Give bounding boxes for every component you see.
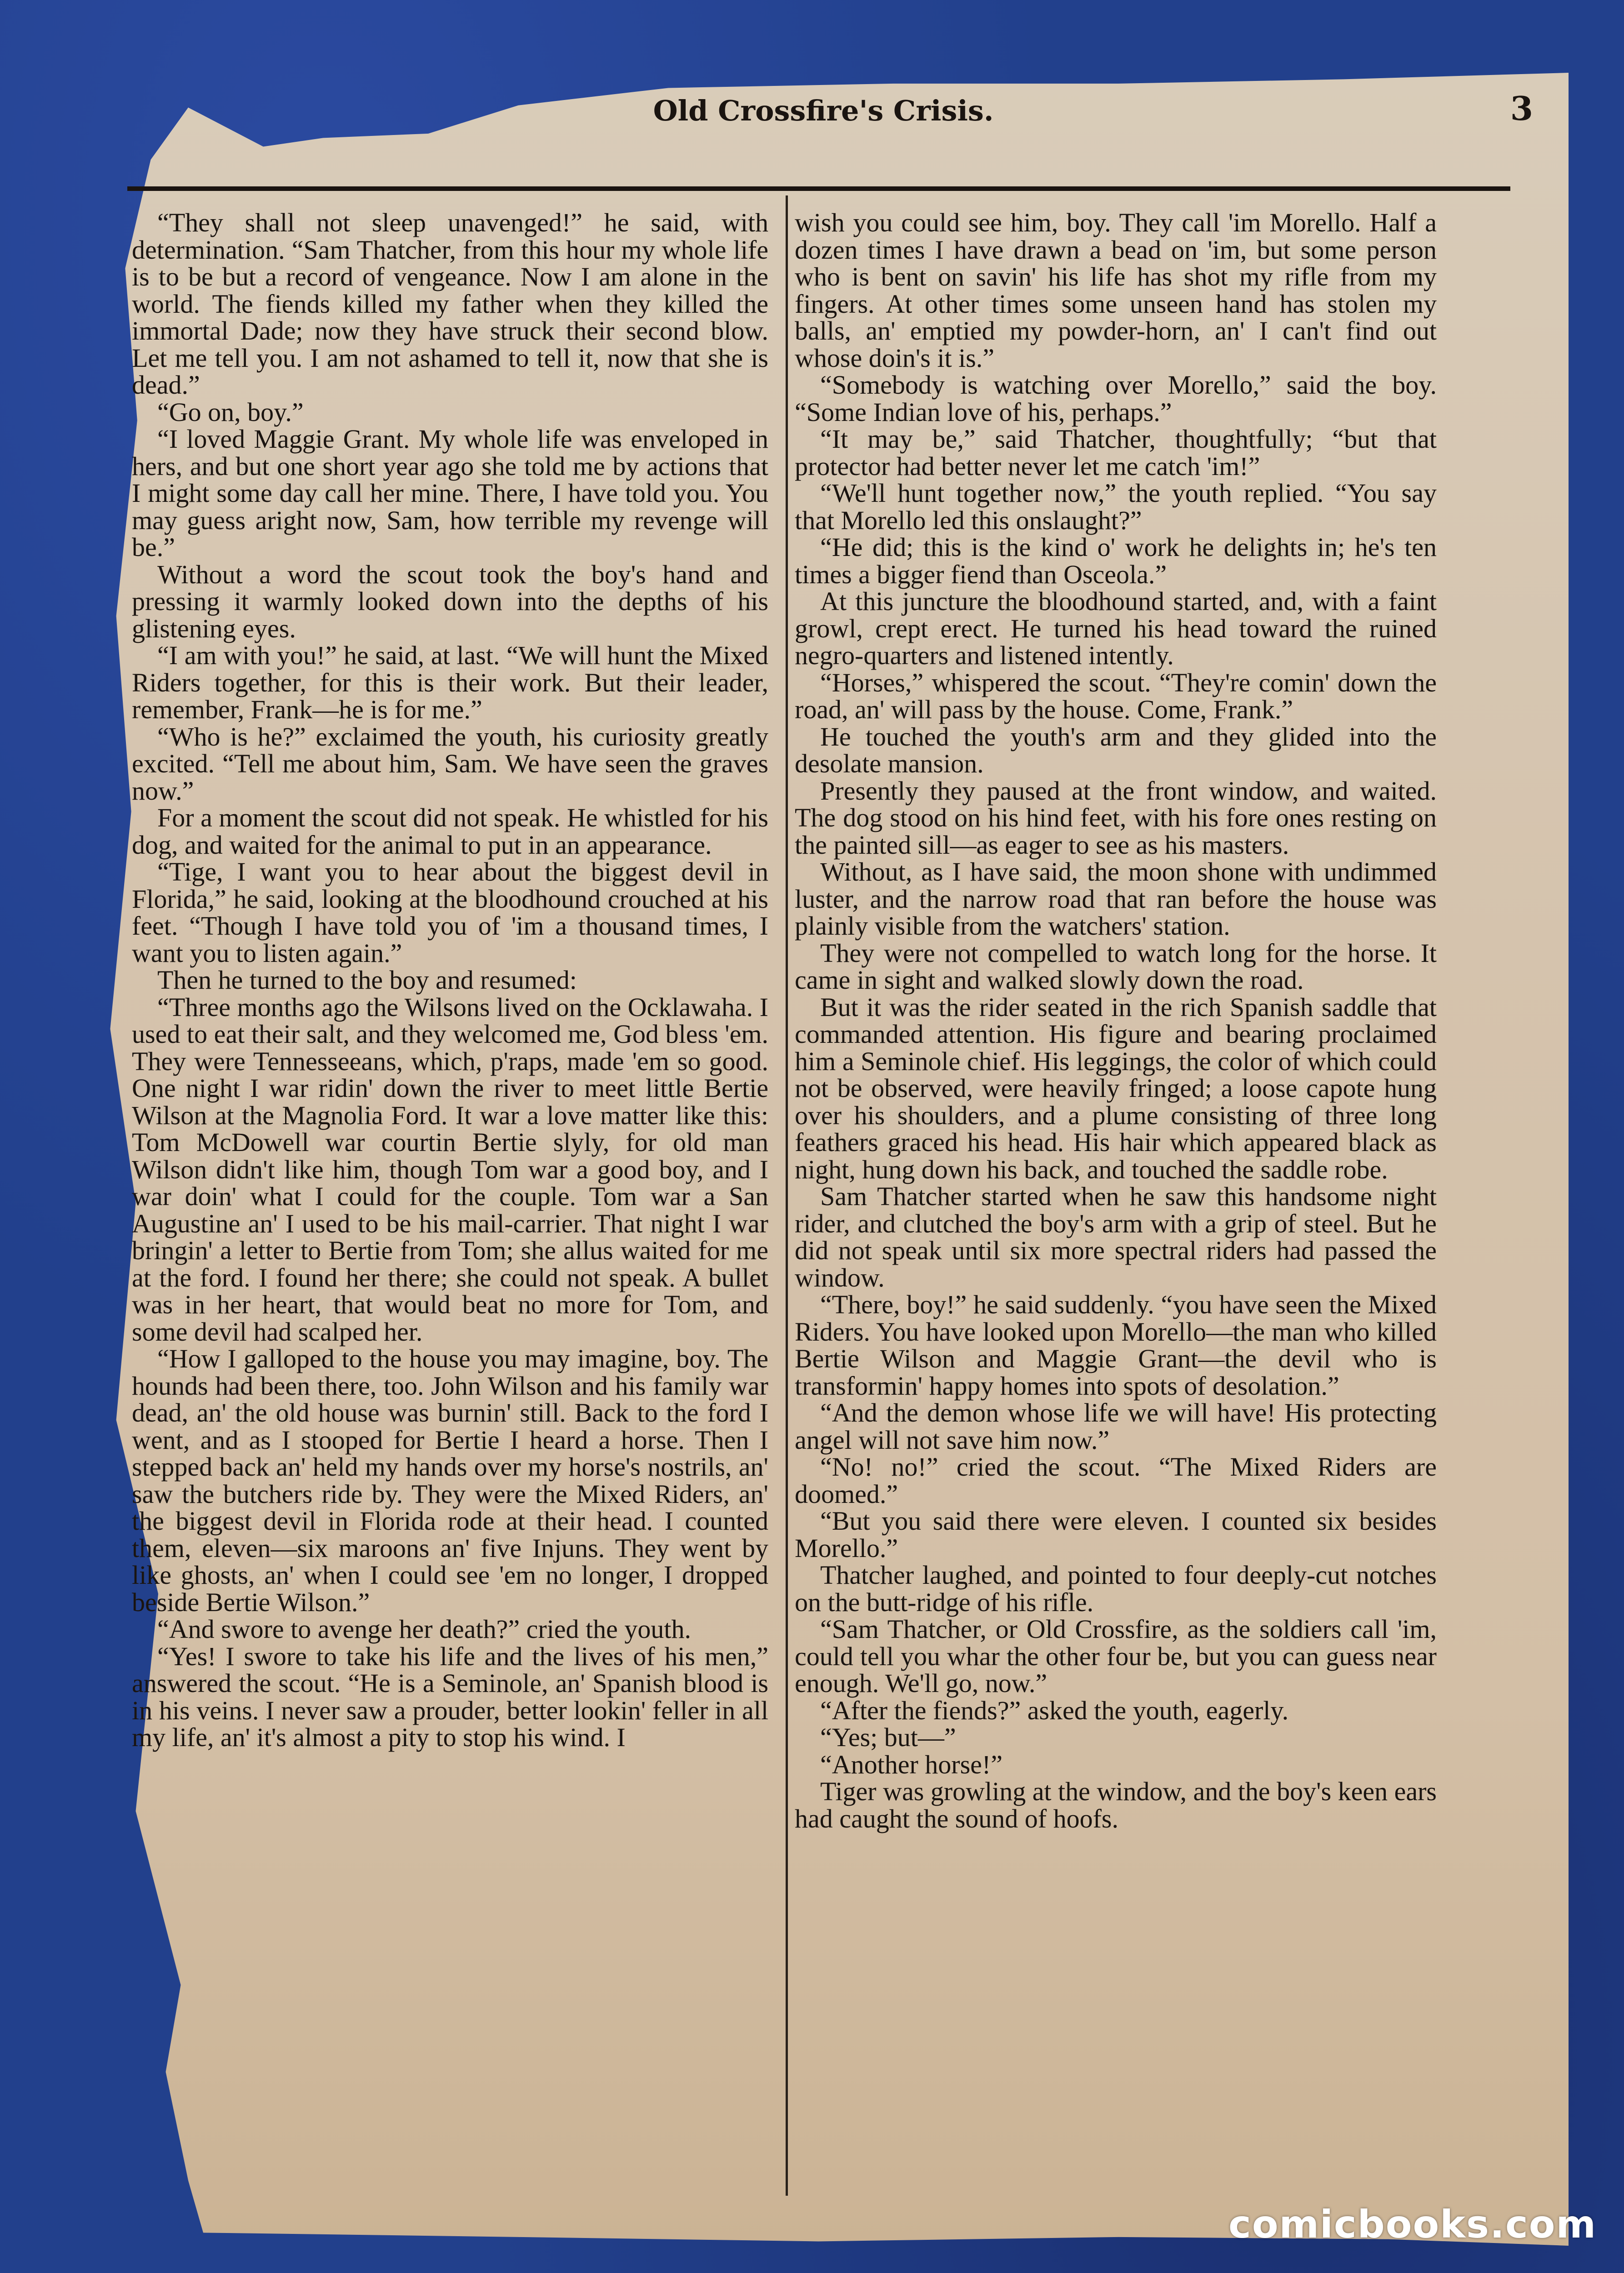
paragraph: wish you could see him, boy. They call 'im Morello. Half a dozen times I have drawn a bead on 'im, but some person who is bent on savin' his life has shot my rifle from my fingers. At other times some unseen hand has stolen my balls, an' emptied my powder-horn, an' I can't find out whose doin's it is.”	[795, 209, 1437, 373]
paragraph: “Three months ago the Wilsons lived on the Ocklawaha. I used to eat their salt, and they welcomed me, God bless 'em. They were Tennesseeans, which, p'raps, made 'em so good. One night I war ridin' down the river to meet little Bertie Wilson at the Magnolia Ford. It war a love matter like this: Tom McDowell war courtin Bertie slyly, for old man Wilson didn't like him, though Tom war a good boy, and I war doin' what I could for the couple. Tom war a San Augustine an' I used to be his mail-carrier. That night I war bringin' a letter to Bertie from Tom; she allus waited for me at the ford. I found her there; she could not speak. A bullet was in her heart, that would beat no more for Tom, and some devil had scalped her.	[132, 992, 768, 1347]
paragraph: “How I galloped to the house you may imagine, boy. The hounds had been there, too. John Wilson and his family war dead, an' the old house was burnin' still. Back to the ford I went, and as I stooped for Bertie I heard a horse. Then I stepped back an' held my hands over my horse's nostrils, an' saw the butchers ride by. They were the Mixed Riders, an' the biggest devil in Florida rode at their head. I counted them, eleven—six maroons an' five Injuns. They went by like ghosts, an' when I could see 'em no longer, I dropped beside Bertie Wilson.”	[132, 1344, 768, 1617]
site-watermark: comicbooks.com	[1228, 2202, 1597, 2247]
paragraph: “There, boy!” he said suddenly. “you have seen the Mixed Riders. You have looked upon Morello—the man who killed Bertie Wilson and Maggie Grant—the devil who is transformin' happy homes into spots of desolation.”	[795, 1290, 1437, 1401]
paragraph: “And the demon whose life we will have! His protecting angel will not save him now.”	[795, 1398, 1437, 1455]
paragraph: “Horses,” whispered the scout. “They're comin' down the road, an' will pass by the house. Come, Frank.”	[795, 667, 1437, 724]
paragraph: For a moment the scout did not speak. He whistled for his dog, and waited for the animal to put in an appearance.	[132, 803, 768, 860]
right-column	[795, 209, 1437, 2178]
paragraph: But it was the rider seated in the rich Spanish saddle that commanded attention. His figure and bearing proclaimed him a Seminole chief. His leggings, the color of which could not be observed, were heavily fringed; a loose capote hung over his shoulders, and a plume consisting of three long feathers graced his head. His hair which appeared black as night, hung down his back, and touched the saddle robe.	[795, 992, 1437, 1184]
paragraph: He touched the youth's arm and they glided into the desolate mansion.	[795, 721, 1437, 778]
paragraph: Then he turned to the boy and resumed:	[157, 965, 577, 995]
paragraph: “I loved Maggie Grant. My whole life was enveloped in hers, and but one short year ago she told me by actions that I might some day call her mine. There, I have told you. You may guess aright now, Sam, how terrible my revenge will be.”	[132, 424, 768, 562]
left-column	[132, 209, 768, 2178]
column-divider	[786, 195, 788, 2196]
paragraph: “Yes; but—”	[820, 1722, 956, 1752]
paragraph: Presently they paused at the front window, and waited. The dog stood on his hind feet, with his fore ones resting on the painted sill—as eager to see as his masters.	[795, 776, 1437, 860]
paragraph: At this juncture the bloodhound started, and, with a faint growl, crept erect. He turned his head toward the ruined negro-quarters and listened intently.	[795, 586, 1437, 670]
paragraph: “He did; this is the kind o' work he delights in; he's ten times a bigger fiend than Osceola.”	[795, 532, 1437, 589]
paragraph: “I am with you!” he said, at last. “We will hunt the Mixed Riders together, for this is their work. But their leader, remember, Frank—he is for me.”	[132, 641, 768, 724]
paragraph: Without a word the scout took the boy's hand and pressing it warmly looked down into the depths of his glistening eyes.	[132, 559, 768, 643]
paragraph: “Yes! I swore to take his life and the lives of his men,” answered the scout. “He is a Seminole, an' Spanish blood is in his veins. I never saw a prouder, better lookin' feller in all my life, an' it's almost a pity to stop his wind. I	[132, 1641, 768, 1752]
paragraph: “Go on, boy.”	[157, 397, 304, 427]
paragraph: Thatcher laughed, and pointed to four deeply-cut notches on the butt-ridge of his rifle.	[795, 1560, 1437, 1617]
paragraph: “No! no!” cried the scout. “The Mixed Riders are doomed.”	[795, 1452, 1437, 1509]
paragraph: “Another horse!”	[820, 1749, 1002, 1779]
paragraph: Tiger was growling at the window, and the boy's keen ears had caught the sound of hoofs.	[795, 1777, 1437, 1833]
header-rule	[127, 186, 1510, 191]
paragraph: Without, as I have said, the moon shone with undimmed luster, and the narrow road that ran before the house was plainly visible from the watchers' station.	[795, 857, 1437, 941]
paragraph: “It may be,” said Thatcher, thoughtfully; “but that protector had better never let me catch 'im!”	[795, 424, 1437, 481]
paragraph: “Somebody is watching over Morello,” said the boy. “Some Indian love of his, perhaps.”	[795, 370, 1437, 427]
paragraph: Sam Thatcher started when he saw this handsome night rider, and clutched the boy's arm with a grip of steel. But he did not speak until six more spectral riders had passed the window.	[795, 1182, 1437, 1292]
paragraph: “They shall not sleep unavenged!” he said, with determination. “Sam Thatcher, from this hour my whole life is to be but a record of vengeance. Now I am alone in the world. The fiends killed my father when they killed the immortal Dade; now they have struck their second blow. Let me tell you. I am not ashamed to tell it, now that she is dead.”	[132, 209, 768, 400]
page-title: Old Crossfire's Crisis.	[653, 94, 994, 127]
paragraph: “We'll hunt together now,” the youth replied. “You say that Morello led this onslaught?”	[795, 478, 1437, 535]
paragraph: They were not compelled to watch long for the horse. It came in sight and walked slowly down the road.	[795, 938, 1437, 995]
page-number: 3	[1510, 89, 1533, 128]
running-header	[114, 81, 1533, 140]
paragraph: “After the fiends?” asked the youth, eagerly.	[820, 1695, 1289, 1725]
paragraph: “Sam Thatcher, or Old Crossfire, as the soldiers call 'im, could tell you whar the other four be, but you can guess near enough. We'll go, now.”	[795, 1614, 1437, 1698]
paragraph: “And swore to avenge her death?” cried the youth.	[157, 1614, 692, 1644]
paragraph: “Tige, I want you to hear about the biggest devil in Florida,” he said, looking at the bloodhound crouched at his feet. “Though I have told you of 'im a thousand times, I want you to listen again.”	[132, 857, 768, 968]
paragraph: “But you said there were eleven. I counted six besides Morello.”	[795, 1506, 1437, 1563]
paragraph: “Who is he?” exclaimed the youth, his curiosity greatly excited. “Tell me about him, Sam. We have seen the graves now.”	[132, 721, 768, 806]
